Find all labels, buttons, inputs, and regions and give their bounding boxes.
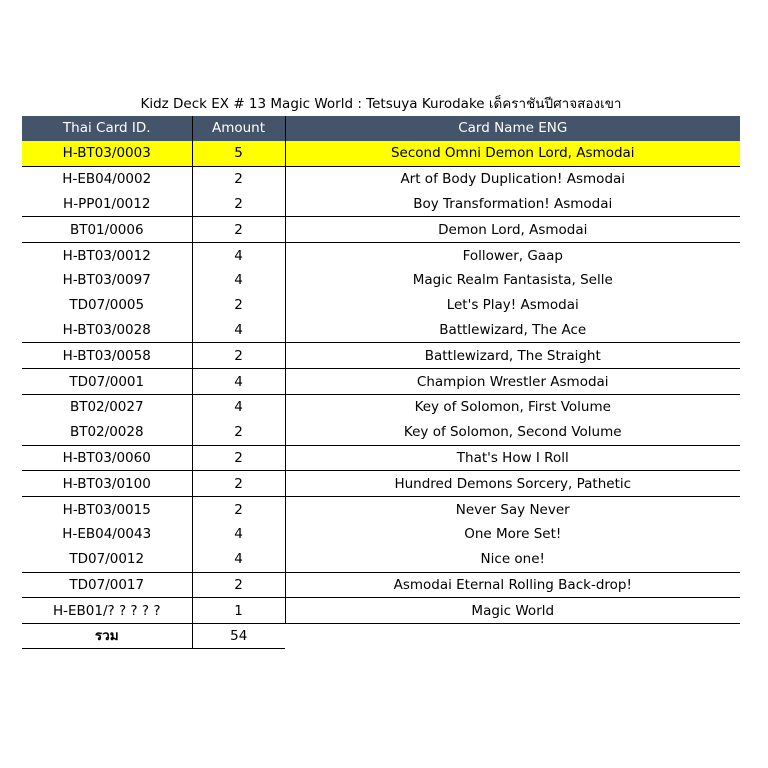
amount-cell: 2 [192,192,285,217]
total-empty-cell [285,624,740,649]
card-name-cell: Nice one! [285,547,740,572]
amount-cell: 2 [192,471,285,497]
card-name-cell: Asmodai Eternal Rolling Back-drop! [285,572,740,598]
card-id-cell: TD07/0001 [22,369,192,395]
amount-cell: 4 [192,522,285,547]
table-row [22,394,740,419]
table-row [22,420,740,445]
table-row [22,166,740,191]
card-id-cell: H-BT03/0012 [62,247,151,264]
table-row [22,572,740,598]
table-row [22,217,740,243]
card-id-cell: H-EB04/0043 [62,526,152,543]
deck-list-table [22,116,740,649]
card-id-cell: TD07/0005 [69,297,145,314]
amount-cell: 2 [192,217,285,243]
card-id-cell: BT01/0006 [22,217,192,243]
amount-cell: 4 [192,369,285,395]
table-row [22,445,740,471]
column-header-amount: Amount [192,116,285,141]
total-row [22,624,740,649]
column-header-card-id: Thai Card ID. [22,116,192,141]
card-id-cell: H-BT03/0028 [22,318,192,343]
amount-cell: 2 [192,293,285,318]
header-row [22,116,740,141]
card-id-cell: TD07/0012 [22,547,192,572]
amount-cell: 4 [192,394,285,419]
card-name-cell: Battlewizard, The Ace [285,318,740,343]
card-name-cell: Boy Transformation! Asmodai [285,192,740,217]
amount-cell: 4 [192,268,285,293]
amount-cell: 4 [192,243,285,268]
card-id-cell: H-BT03/0003 [22,141,192,166]
amount-cell: 5 [192,141,285,166]
amount-cell: 4 [192,318,285,343]
total-amount: 54 [192,624,285,649]
table-row [22,243,740,268]
column-header-card-name: Card Name ENG [285,116,740,141]
table-row [22,343,740,369]
card-name-cell: That's How I Roll [285,445,740,471]
card-id-cell: BT02/0028 [22,420,192,445]
card-id-cell: TD07/0017 [22,572,192,598]
table-row [22,293,740,318]
card-name-cell: Second Omni Demon Lord, Asmodai [285,141,740,166]
card-name-cell: Battlewizard, The Straight [285,343,740,369]
card-id-cell: H-EB01/? ? ? ? ? [22,598,192,624]
table-row [22,471,740,497]
table-row [22,318,740,343]
table-row [22,522,740,547]
table-row [22,141,740,166]
table-row [22,497,740,522]
card-id-cell: H-BT03/0060 [22,445,192,471]
table-row [22,547,740,572]
card-name-cell: Champion Wrestler Asmodai [285,369,740,395]
amount-cell: 2 [192,497,285,522]
card-name-cell: Never Say Never [285,497,740,522]
card-id-cell: H-BT03/0015 [62,501,151,518]
card-id-cell: H-BT03/0100 [22,471,192,497]
card-name-cell: Follower, Gaap [285,243,740,268]
amount-cell: 2 [192,445,285,471]
card-id-cell: H-EB04/0002 [62,171,152,188]
card-id-cell: H-PP01/0012 [22,192,192,217]
card-name-cell: Let's Play! Asmodai [285,293,740,318]
amount-cell: 2 [192,166,285,191]
card-name-cell: Magic Realm Fantasista, Selle [285,268,740,293]
amount-cell: 2 [192,343,285,369]
total-label: รวม [22,624,192,649]
card-name-cell: Key of Solomon, First Volume [285,394,740,419]
card-name-cell: Demon Lord, Asmodai [285,217,740,243]
card-name-cell: Magic World [285,598,740,624]
amount-cell: 2 [192,420,285,445]
card-name-cell: Hundred Demons Sorcery, Pathetic [285,471,740,497]
card-name-cell: Key of Solomon, Second Volume [285,420,740,445]
table-row [22,268,740,293]
deck-title: Kidz Deck EX # 13 Magic World : Tetsuya Kurodake เด็คราชันปีศาจสองเขา [140,96,622,112]
table-row [22,192,740,217]
amount-cell: 4 [192,547,285,572]
amount-cell: 1 [192,598,285,624]
card-id-cell: H-BT03/0097 [62,272,151,289]
table-row [22,598,740,624]
amount-cell: 2 [192,572,285,598]
card-id-cell: H-BT03/0058 [22,343,192,369]
card-name-cell: One More Set! [285,522,740,547]
card-id-cell: BT02/0027 [69,399,144,416]
table-row [22,369,740,395]
card-name-cell: Art of Body Duplication! Asmodai [285,166,740,191]
